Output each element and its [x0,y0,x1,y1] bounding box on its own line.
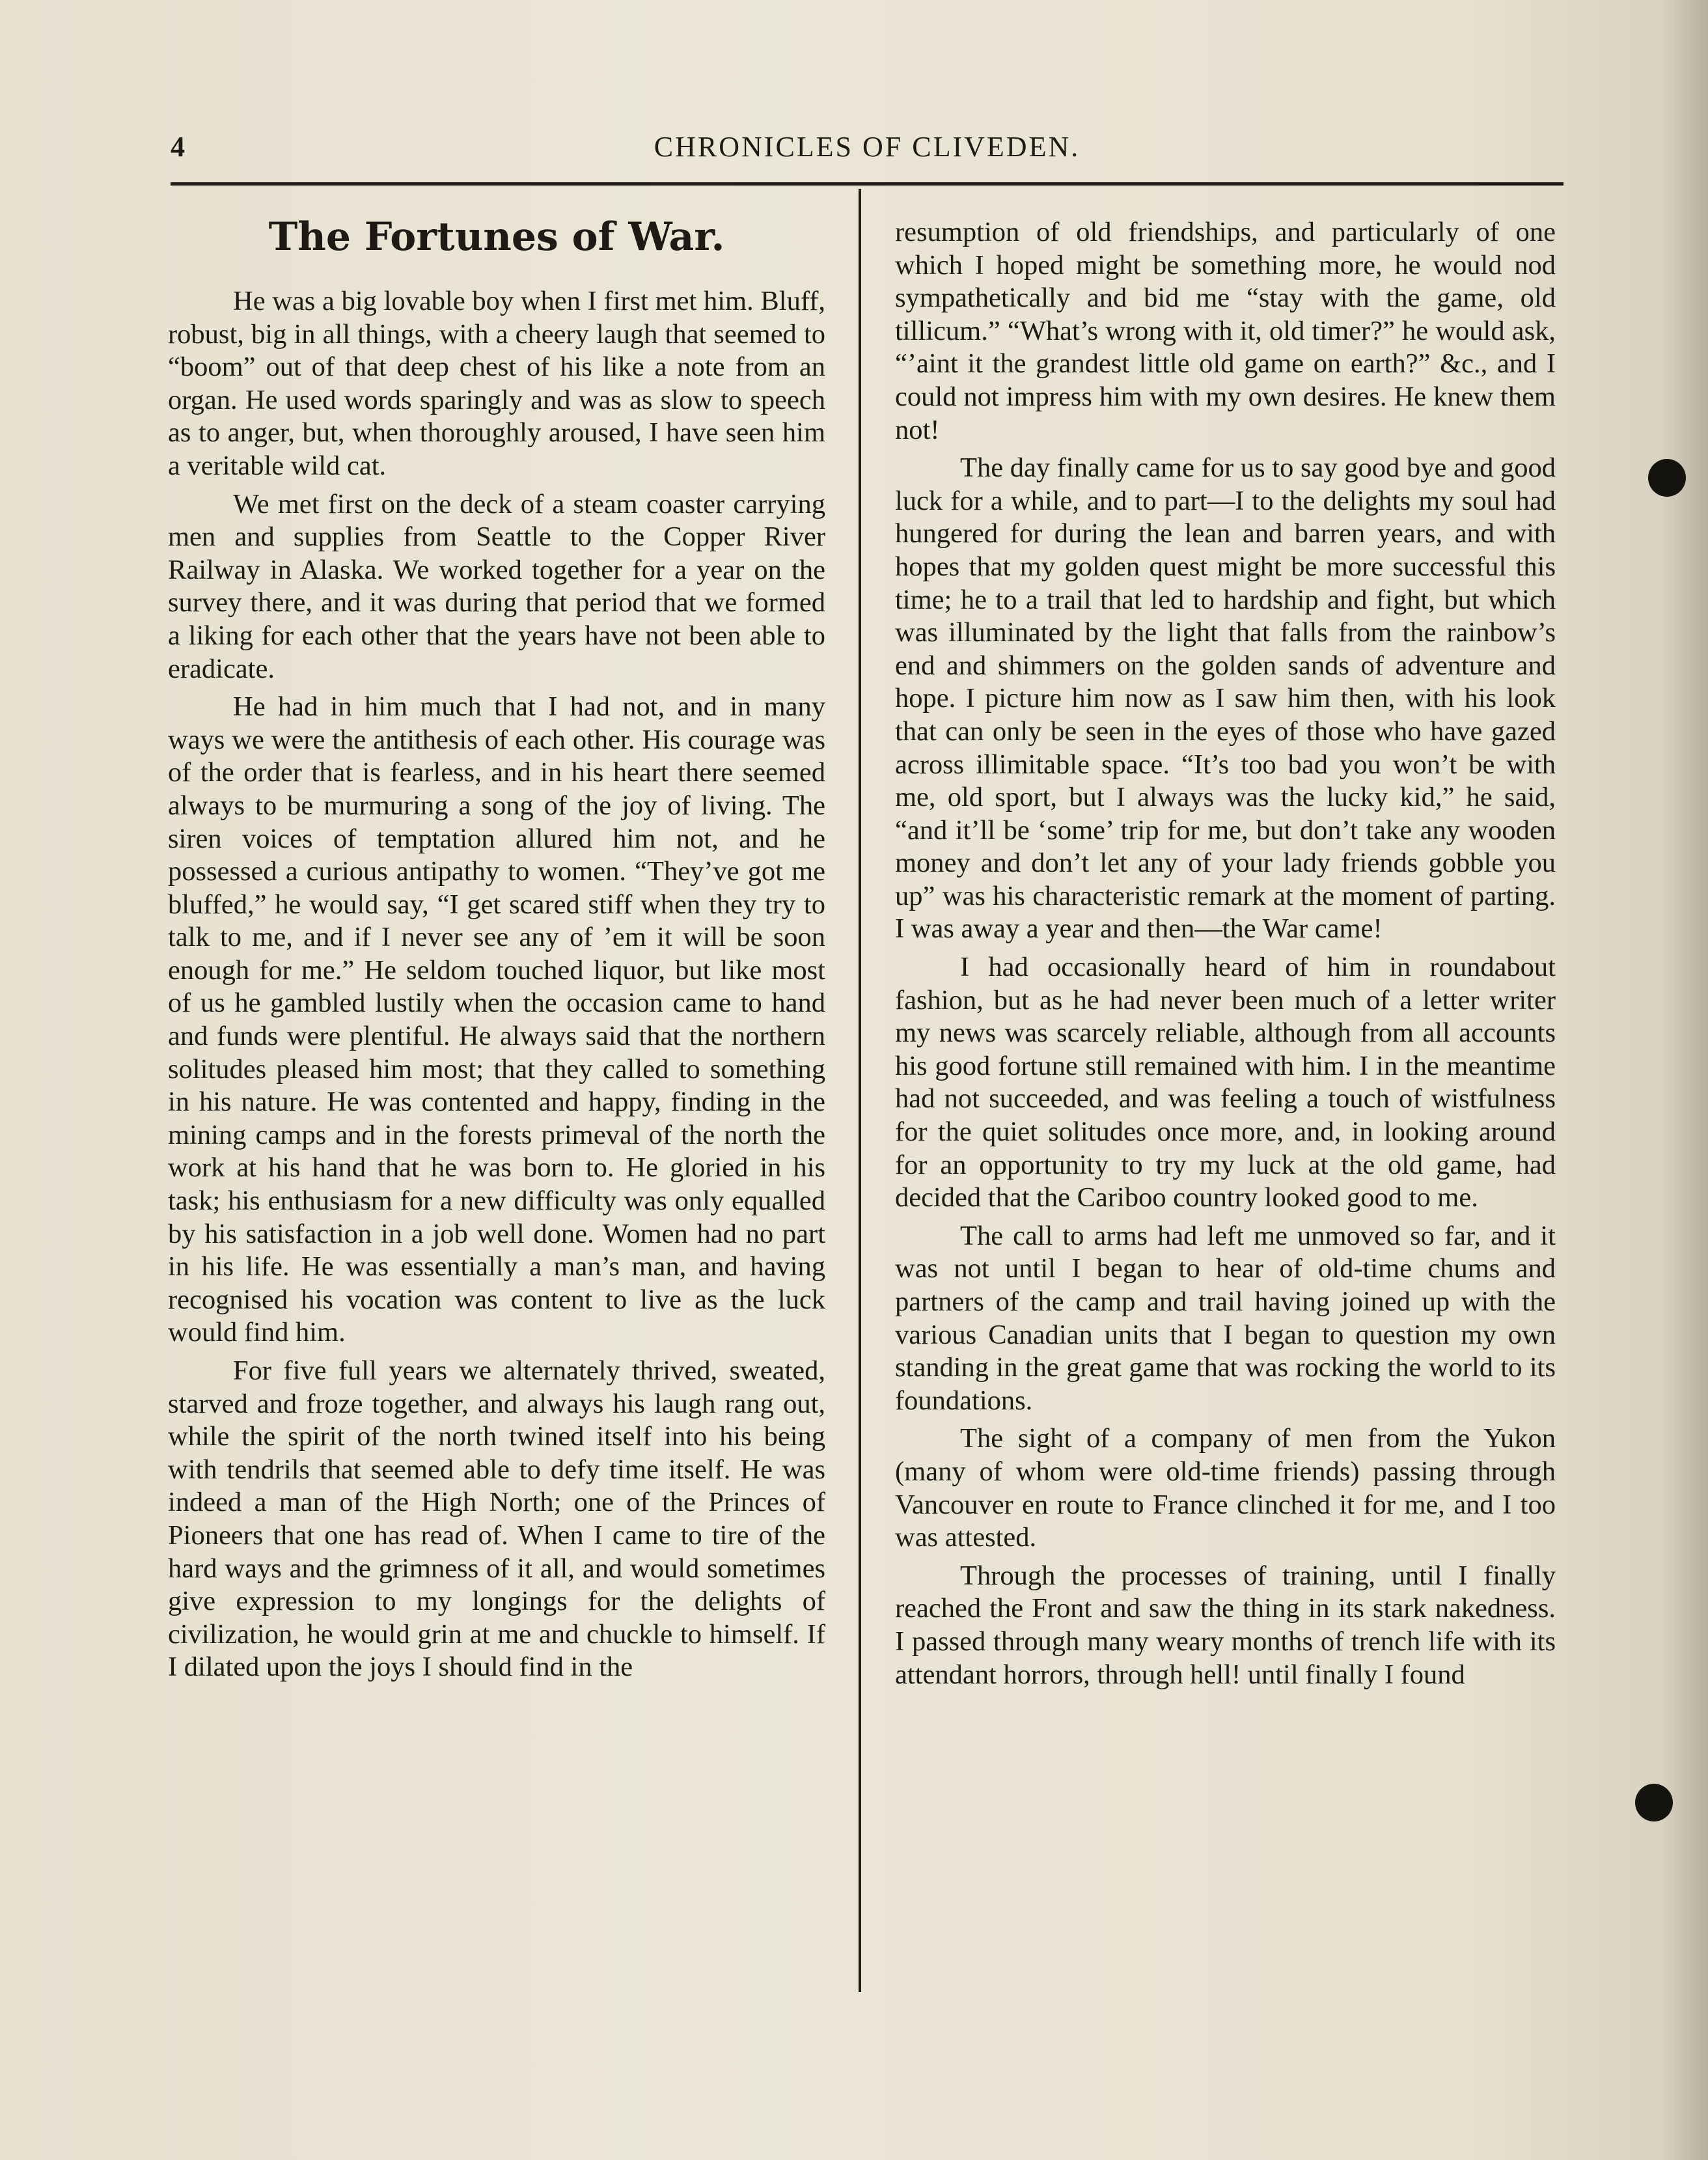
paragraph: resumption of old friendships, and particularly of one which I hoped might be something more, he would nod sympathetically and bid me “stay with the game, old tillicum.” “What’s wrong with it, old timer?” he would ask, “’aint it the grandest little old game on earth?” &c., and I could not impress him with my own desires. He knew them not! [895,217,1556,445]
paragraph: Through the processes of training, until I finally reached the Front and saw the thing in its stark nakedness. I passed through many weary months of trench life with its attendant horrors, through hell! until finally I found [895,1560,1556,1690]
right-column [895,216,1556,1696]
page-number: 4 [171,131,185,163]
binding-hole-top [1648,459,1686,497]
paragraph: He was a big lovable boy when I first met him. Bluff, robust, big in all things, with a cheery laugh that seemed to “boom” out of that deep chest of his like a note from an organ. He used words sparingly and was as slow to speech as to anger, but, when thoroughly aroused, I have seen him a veritable wild cat. [168,286,825,481]
left-column [168,195,825,1689]
column-divider [859,189,861,1992]
binding-hole-bottom [1635,1784,1673,1821]
paragraph: The day finally came for us to say good bye and good luck for a while, and to part—I to the delights my soul had hungered for during the lean and barren years, and with hopes that my golden quest might be more successful this time; he to a trail that led to hardship and fight, but which was illuminated by the light that falls from the rainbow’s end and shimmers on the golden sands of adventure and hope. I picture him now as I saw him then, with his look that can only be seen in the eyes of those who have gazed across illimitable space. “It’s too bad you won’t be with me, old sport, but I always was the lucky kid,” he said, “and it’ll be ‘some’ trip for me, but don’t take any wooden money and don’t let any of your lady friends gobble you up” was his characteristic remark at the moment of parting. I was away a year and then—the War came! [895,452,1556,945]
running-title: CHRONICLES OF CLIVEDEN. [654,131,1081,163]
paragraph: I had occasionally heard of him in roundabout fashion, but as he had never been much of a letter writer my news was scarcely reliable, although from all accounts his good fortune still remained with him. I in the meantime had not succeeded, and was feeling a touch of wistfulness for the quiet solitudes once more, and, in looking around for an opportunity to try my luck at the old game, had decided that the Cariboo country looked good to me. [895,952,1556,1213]
paragraph: The sight of a company of men from the Yukon (many of whom were old-time friends) passing through Vancouver en route to France clinched it for me, and I too was attested. [895,1423,1556,1553]
page-header [171,130,1563,176]
paragraph: We met first on the deck of a steam coaster carrying men and supplies from Seattle to the Copper River Railway in Alaska. We worked together for a year on the survey there, and it was during that period that we formed a liking for each other that the years have not been able to eradicate. [168,488,825,684]
page-edge-shadow [1662,0,1708,2160]
paragraph: He had in him much that I had not, and in many ways we were the antithesis of each other. His courage was of the order that is fearless, and in his heart there seemed always to be murmuring a song of the joy of living. The siren voices of temptation allured him not, and he possessed a curious antipathy to women. “They’ve got me bluffed,” he would say, “I get scared stiff when they try to talk to me, and if I never see any of ’em it will be soon enough for me.” He seldom touched liquor, but like most of us he gambled lustily when the occasion came to hand and funds were plentiful. He always said that the northern solitudes pleased him most; that they called to something in his nature. He was contented and happy, finding in the mining camps and in the forests primeval of the north the work at his hand that he was born to. He gloried in his task; his enthusiasm for a new difficulty was only equalled by his satisfaction in a job well done. Women had no part in his life. He was essentially a man’s man, and having recognised his vocation was content to live as the luck would find him. [168,691,825,1348]
article-title: The Fortunes of War. [268,214,725,260]
header-rule [171,182,1563,186]
paragraph: For five full years we alternately thrived, sweated, starved and froze together, and always his laugh rang out, while the spirit of the north twined itself into his being with tendrils that seemed able to defy time itself. He was indeed a man of the High North; one of the Princes of Pioneers that one has read of. When I came to tire of the hard ways and the grimness of it all, and would sometimes give expression to my longings for the delights of civilization, he would grin at me and chuckle to himself. If I dilated upon the joys I should find in the [168,1355,825,1683]
paragraph: The call to arms had left me unmoved so far, and it was not until I began to hear of old-time chums and partners of the camp and trail having joined up with the various Canadian units that I began to question my own standing in the great game that was rocking the world to its foundations. [895,1220,1556,1416]
